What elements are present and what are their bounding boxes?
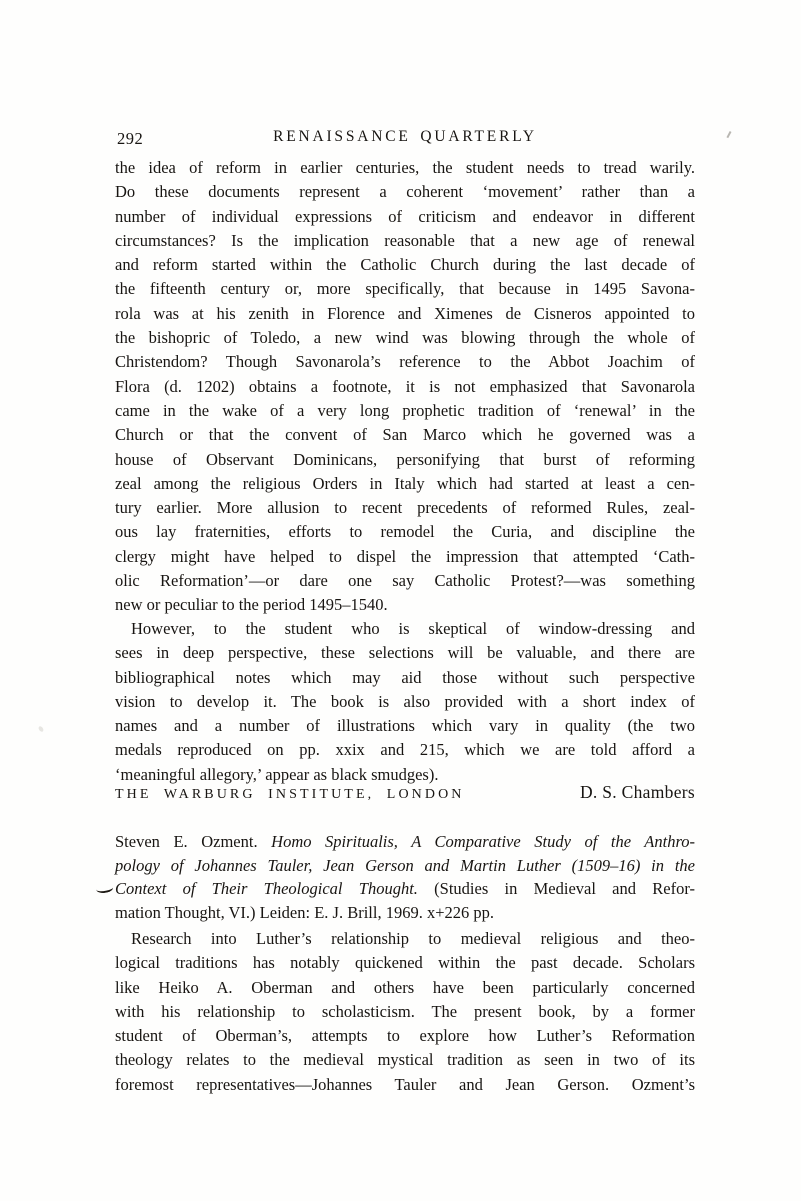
text-line: names and a number of illustrations which vary in quality (the two: [115, 716, 695, 736]
text-line: student of Oberman’s, attempts to explore how Luther’s Reformation: [115, 1026, 695, 1046]
text-line: rola was at his zenith in Florence and Ximenes de Cisneros appointed to: [115, 303, 695, 323]
scan-artifact-ink-swash: [95, 882, 113, 894]
text-line: house of Observant Dominicans, personifying that burst of reforming: [115, 449, 695, 469]
scan-artifact-speck: [38, 725, 45, 732]
text-line: like Heiko A. Oberman and others have been particularly concerned: [115, 977, 695, 997]
text-line: Church or that the convent of San Marco which he governed was a: [115, 425, 695, 445]
review-body-paragraph-3: [115, 927, 695, 1097]
text-line: foremost representatives—Johannes Tauler and Jean Gerson. Ozment’s: [115, 1074, 695, 1094]
review-body-paragraph-1: [115, 156, 695, 618]
scan-artifact-tick: [726, 131, 731, 138]
text-line: tury earlier. More allusion to recent precedents of reformed Rules, zeal-: [115, 498, 695, 518]
text-line: Steven E. Ozment. Homo Spiritualis, A Comparative Study of the Anthro-: [115, 832, 696, 851]
text-line: ‘meaningful allegory,’ appear as black smudges).: [115, 764, 439, 784]
journal-title: RENAISSANCE QUARTERLY: [273, 128, 537, 145]
reviewer-institution: THE WARBURG INSTITUTE, LONDON: [115, 787, 465, 802]
text-line: medals reproduced on pp. xxix and 215, which we are told afford a: [115, 740, 695, 760]
text-line: theology relates to the medieval mystical tradition as seen in two of its: [115, 1050, 695, 1070]
text-line: zeal among the religious Orders in Italy which had started at least a cen-: [115, 473, 695, 493]
running-header: [115, 128, 695, 150]
text-line: and reform started within the Catholic Church during the last decade of: [115, 255, 695, 275]
book-citation: [115, 830, 695, 924]
text-line: Christendom? Though Savonarola’s reference to the Abbot Joachim of: [115, 352, 695, 372]
text-line: with his relationship to scholasticism. The present book, by a former: [115, 1001, 695, 1021]
text-line: the idea of reform in earlier centuries, the student needs to tread warily.: [115, 158, 695, 177]
text-line: olic Reformation’—or dare one say Catholic Protest?—was something: [115, 571, 695, 591]
text-line: circumstances? Is the implication reasonable that a new age of renewal: [115, 230, 695, 250]
text-line: clergy might have helped to dispel the impression that attempted ‘Cath-: [115, 546, 695, 566]
text-line: mation Thought, VI.) Leiden: E. J. Brill, 1969. x+226 pp.: [115, 902, 495, 922]
text-line: Context of Their Theological Thought. (Studies in Medieval and Refor-: [115, 879, 695, 898]
text-line: logical traditions has notably quickened within the past decade. Scholars: [115, 953, 695, 973]
text-line: Research into Luther’s relationship to medieval religious and theo-: [131, 929, 695, 948]
review-body-paragraph-2: [115, 617, 695, 787]
text-line: sees in deep perspective, these selections will be valuable, and there are: [115, 643, 695, 663]
review-signature: [115, 782, 695, 806]
text-line: the fifteenth century or, more specifically, that because in 1495 Savona-: [115, 279, 695, 299]
text-line: Do these documents represent a coherent ‘movement’ rather than a: [115, 182, 695, 202]
text-line: vision to develop it. The book is also provided with a short index of: [115, 691, 695, 711]
text-line: However, to the student who is skeptical of window-dressing and: [131, 619, 695, 638]
reviewer-name: D. S. Chambers: [579, 782, 695, 802]
text-line: Flora (d. 1202) obtains a footnote, it is not emphasized that Savonarola: [115, 376, 695, 396]
text-line: new or peculiar to the period 1495–1540.: [115, 595, 388, 615]
page-number: 292: [117, 129, 144, 148]
text-line: bibliographical notes which may aid those without such perspective: [115, 667, 695, 687]
text-line: the bishopric of Toledo, a new wind was blowing through the whole of: [115, 328, 695, 348]
text-line: came in the wake of a very long prophetic tradition of ‘renewal’ in the: [115, 400, 695, 420]
text-line: pology of Johannes Tauler, Jean Gerson and Martin Luther (1509–16) in the: [115, 855, 695, 875]
text-line: number of individual expressions of criticism and endeavor in different: [115, 206, 695, 226]
text-line: ous lay fraternities, efforts to remodel the Curia, and discipline the: [115, 522, 695, 542]
